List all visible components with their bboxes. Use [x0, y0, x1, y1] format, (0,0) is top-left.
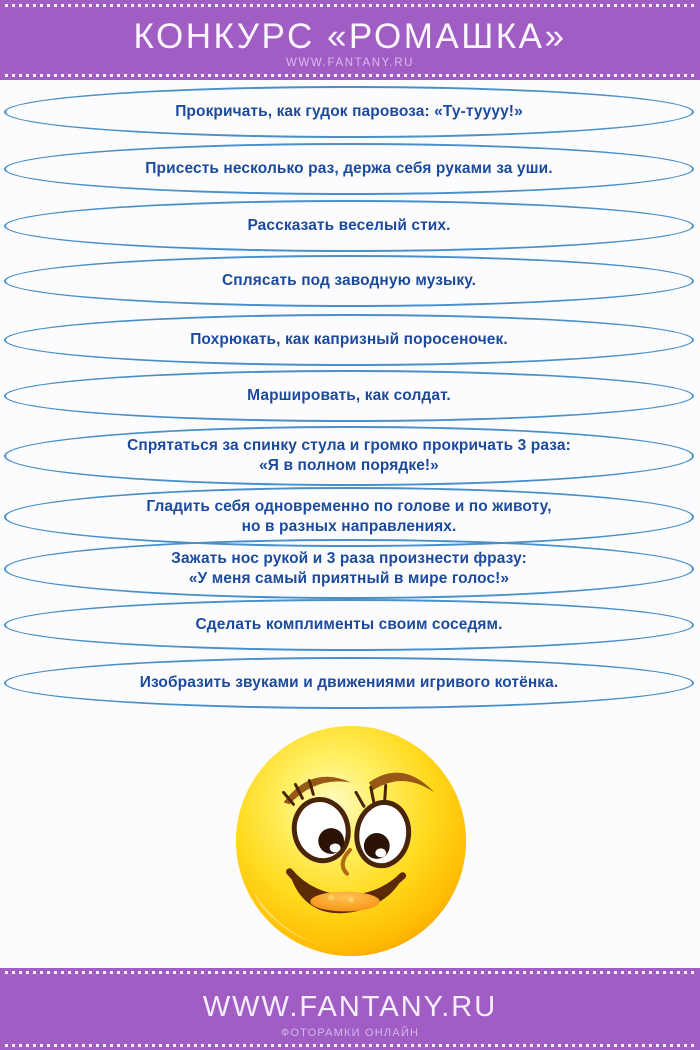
task-text: Сделать комплименты своим соседям.	[195, 616, 503, 633]
task-text: Прокричать, как гудок паровоза: «Ту-туууу!»	[175, 103, 523, 120]
dotted-border-footer-top	[5, 971, 695, 974]
task-oval-7	[4, 426, 694, 486]
header-site-url: WWW.FANTANY.RU	[285, 57, 415, 69]
page-title: КОНКУРС «РОМАШКА»	[133, 17, 567, 56]
task-oval-5	[4, 314, 694, 366]
task-oval-4	[4, 255, 694, 307]
task-text-line2: «Я в полном порядке!»	[259, 457, 439, 474]
task-text-line2: но в разных направлениях.	[241, 518, 457, 535]
task-oval-9	[4, 539, 694, 599]
task-text-line2: «У меня самый приятный в мире голос!»	[188, 570, 510, 587]
task-oval-3	[4, 200, 694, 252]
task-text: Изобразить звуками и движениями игривого котёнка.	[139, 674, 559, 691]
task-oval-1	[4, 86, 694, 138]
task-text-line1: Спрятаться за спинку стула и громко прокричать 3 раза:	[127, 437, 571, 454]
dotted-border-top	[5, 4, 695, 7]
task-oval-2	[4, 143, 694, 195]
smiley-face-icon	[232, 721, 470, 959]
task-text: Сплясать под заводную музыку.	[222, 272, 476, 289]
task-oval-8	[4, 487, 694, 547]
task-oval-11	[4, 657, 694, 709]
task-text-line1: Гладить себя одновременно по голове и по животу,	[146, 498, 552, 515]
task-oval-10	[4, 599, 694, 651]
task-text-line1: Зажать нос рукой и 3 раза произнести фразу:	[171, 550, 527, 567]
task-text: Похрюкать, как капризный поросеночек.	[190, 331, 508, 348]
task-oval-6	[4, 370, 694, 422]
footer-tagline: ФОТОРАМКИ ОНЛАЙН	[280, 1027, 420, 1039]
dotted-border-header-bottom	[5, 74, 695, 77]
task-text: Маршировать, как солдат.	[247, 387, 451, 404]
footer-band	[0, 968, 700, 1050]
task-text: Рассказать веселый стих.	[247, 217, 451, 234]
task-text: Присесть несколько раз, держа себя руками за уши.	[145, 160, 553, 177]
header-band	[0, 0, 700, 80]
footer-site-url: WWW.FANTANY.RU	[202, 991, 498, 1023]
dotted-border-footer-bottom	[5, 1044, 695, 1047]
